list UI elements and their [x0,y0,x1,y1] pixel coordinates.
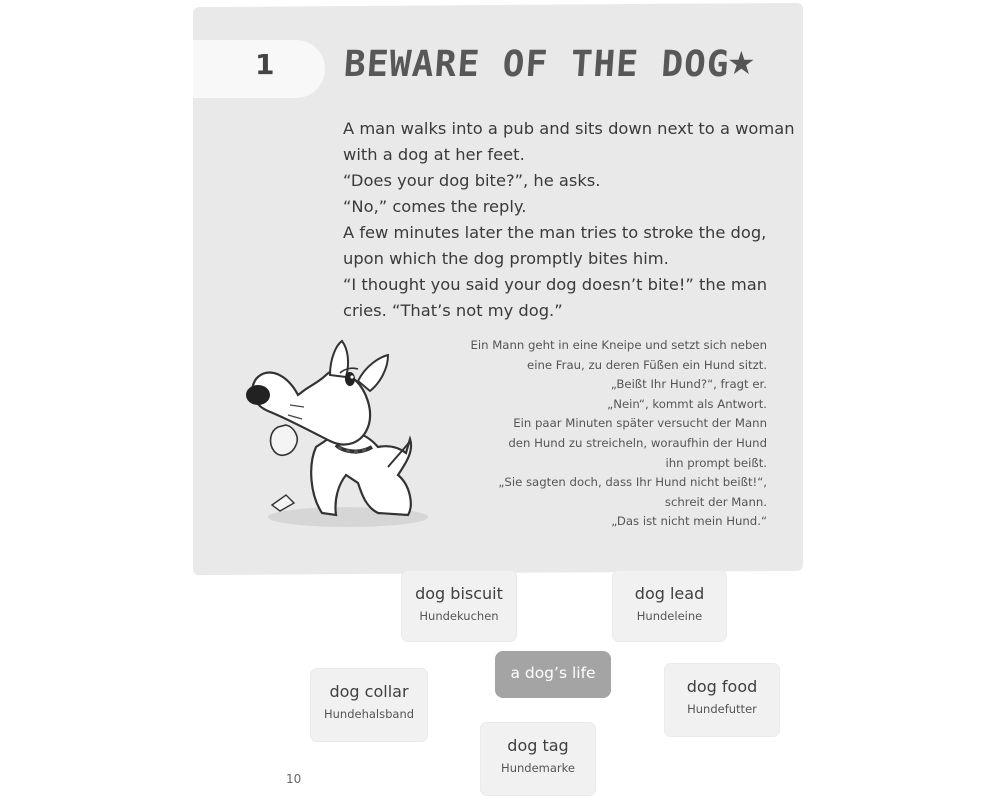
page-number: 10 [286,772,302,786]
vocab-english: dog collar [329,682,409,701]
vocab-center-label: a dog’s life [510,664,596,682]
vocab-card-dog-collar [311,669,427,741]
vocab-german: Hundeleine [636,609,703,623]
english-line: cries. “That’s not my dog.” [343,301,563,320]
vocab-english: dog food [686,677,758,696]
german-line: ihn prompt beißt. [665,455,767,470]
english-line: “No,” comes the reply. [343,197,527,216]
vocab-english: dog biscuit [415,584,503,603]
english-line: with a dog at her feet. [343,145,525,164]
english-line: A few minutes later the man tries to stroke the dog, [343,223,767,242]
dog-illustration [238,335,428,535]
vocab-card-dog-food [665,664,779,736]
german-line: „Nein“, kommt als Antwort. [607,396,767,411]
vocab-english: dog lead [634,584,705,603]
vocab-german: Hundefutter [687,702,757,716]
german-line: den Hund zu streicheln, woraufhin der Hund [508,435,767,450]
english-line: upon which the dog promptly bites him. [343,249,669,268]
vocab-german: Hundekuchen [419,609,499,623]
english-line: “I thought you said your dog doesn’t bite!” the man [343,275,768,294]
vocab-german: Hundehalsband [323,707,415,721]
german-line: eine Frau, zu deren Füßen ein Hund sitzt. [527,357,767,372]
star-icon: ★ [727,44,756,82]
german-line: „Das ist nicht mein Hund.“ [611,514,767,529]
vocab-card-dog-tag [481,723,595,795]
german-line: „Sie sagten doch, dass Ihr Hund nicht beißt!“, [498,475,767,490]
vocab-card-dog-lead [613,571,726,641]
vocab-center-card [495,651,611,698]
english-text [343,116,795,324]
english-line: A man walks into a pub and sits down next to a woman [343,119,795,138]
german-line: Ein paar Minuten später versucht der Mann [513,416,767,431]
german-line: Ein Mann geht in eine Kneipe und setzt sich neben [470,338,767,352]
german-text [420,336,767,532]
story-number: 1 [255,48,275,81]
english-line: “Does your dog bite?”, he asks. [343,171,601,190]
german-line: schreit der Mann. [664,494,767,509]
german-line: „Beißt Ihr Hund?“, fragt er. [610,377,767,392]
vocab-german: Hundemarke [501,761,575,775]
story-title: BEWARE OF THE DOG [342,44,731,85]
vocab-english: dog tag [507,736,569,755]
vocab-card-dog-biscuit [402,571,516,641]
